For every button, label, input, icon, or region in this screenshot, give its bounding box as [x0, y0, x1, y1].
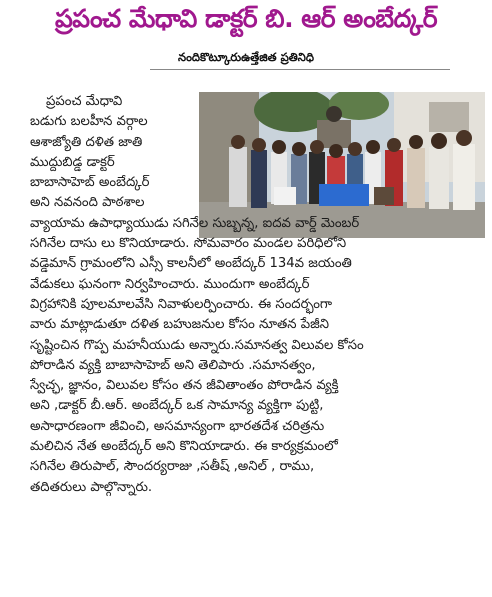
article-line: బడుగు బలహీన వర్గాల [30, 114, 148, 130]
article-line: స్వేచ్ఛ, జ్ఞానం, విలువల కోసం తన జీవితాంతం పోరాడిన వ్యక్తి [30, 378, 339, 394]
article-line: వేడుకలు ఘనంగా నిర్వహించారు. ముందుగా అంబేద్కర్ [30, 276, 310, 292]
article-line: వారు మాట్లాడుతూ దళిత బహుజనుల కోసం నూతన పేజీని [30, 317, 330, 333]
article-line: పోరాడిన వ్యక్తి బాబాసాహెబ్ అని తెలిపారు .సమానత్వం, [30, 357, 316, 373]
article-line: బాబాసాహెబ్ అంబేద్కర్ [30, 175, 150, 191]
article-line: వ్యాయామ ఉపాధ్యాయుడు సగినేల సుబ్బన్న, ఐదవ వార్డ్ మెంబర్ [30, 215, 360, 231]
article-line: అని నవనంది పాఠశాల [30, 195, 145, 211]
article-line: ఆశాజ్యోతి దళిత జాతి [30, 134, 143, 150]
article-byline: నందికొట్కూరుఉత్తేజిత ప్రతినిధి [178, 50, 314, 64]
article-line: సగినేల తిరుపాల్, సౌందర్యరాజు ,సతీష్ ,అనిల్ , రాము, [30, 459, 315, 475]
article-line: ముద్దుబిడ్డ డాక్టర్ [30, 154, 115, 170]
article-line: ప్రపంచ మేధావి [46, 94, 123, 109]
byline-divider [150, 69, 450, 70]
article-line: అసాధారణంగా జీవించి, అసమాన్యంగా భారతదేశ చరిత్రను [30, 418, 325, 434]
article-line: మలిచిన నేత అంబేద్కర్ అని కొనియాడారు. ఈ కార్యక్రమంలో [30, 439, 338, 455]
article-body-wrapped-column [30, 92, 486, 214]
article-line: సృష్టించిన గొప్ప మహనీయుడు అన్నారు.సమానత్వ విలువల కోసం [30, 337, 364, 353]
article-body [30, 92, 486, 498]
article-line: వడ్డెమాన్ గ్రామంలోని ఎస్సీ కాలనీలో అంబేద్కర్ 134వ జయంతి [30, 256, 352, 272]
article-line: విగ్రహానికి పూలమాలవేసి నివాళులర్పించారు. ఈ సందర్భంగా [30, 296, 333, 312]
article-line: సగినేల దాసు లు కొనియాడారు. సోమవారం మండల పరిధిలోని [30, 236, 347, 252]
article-line: తదితరులు పాల్గొన్నారు. [30, 479, 153, 495]
article-headline: ప్రపంచ మేధావి డాక్టర్ బి. ఆర్ అంబేద్కర్ [54, 4, 438, 33]
article-body-full-width [30, 214, 486, 498]
article-line: అని ,డాక్టర్ బీ.ఆర్. అంబేద్కర్ ఒక సామాన్య వ్యక్తిగా పుట్టి, [30, 398, 324, 414]
